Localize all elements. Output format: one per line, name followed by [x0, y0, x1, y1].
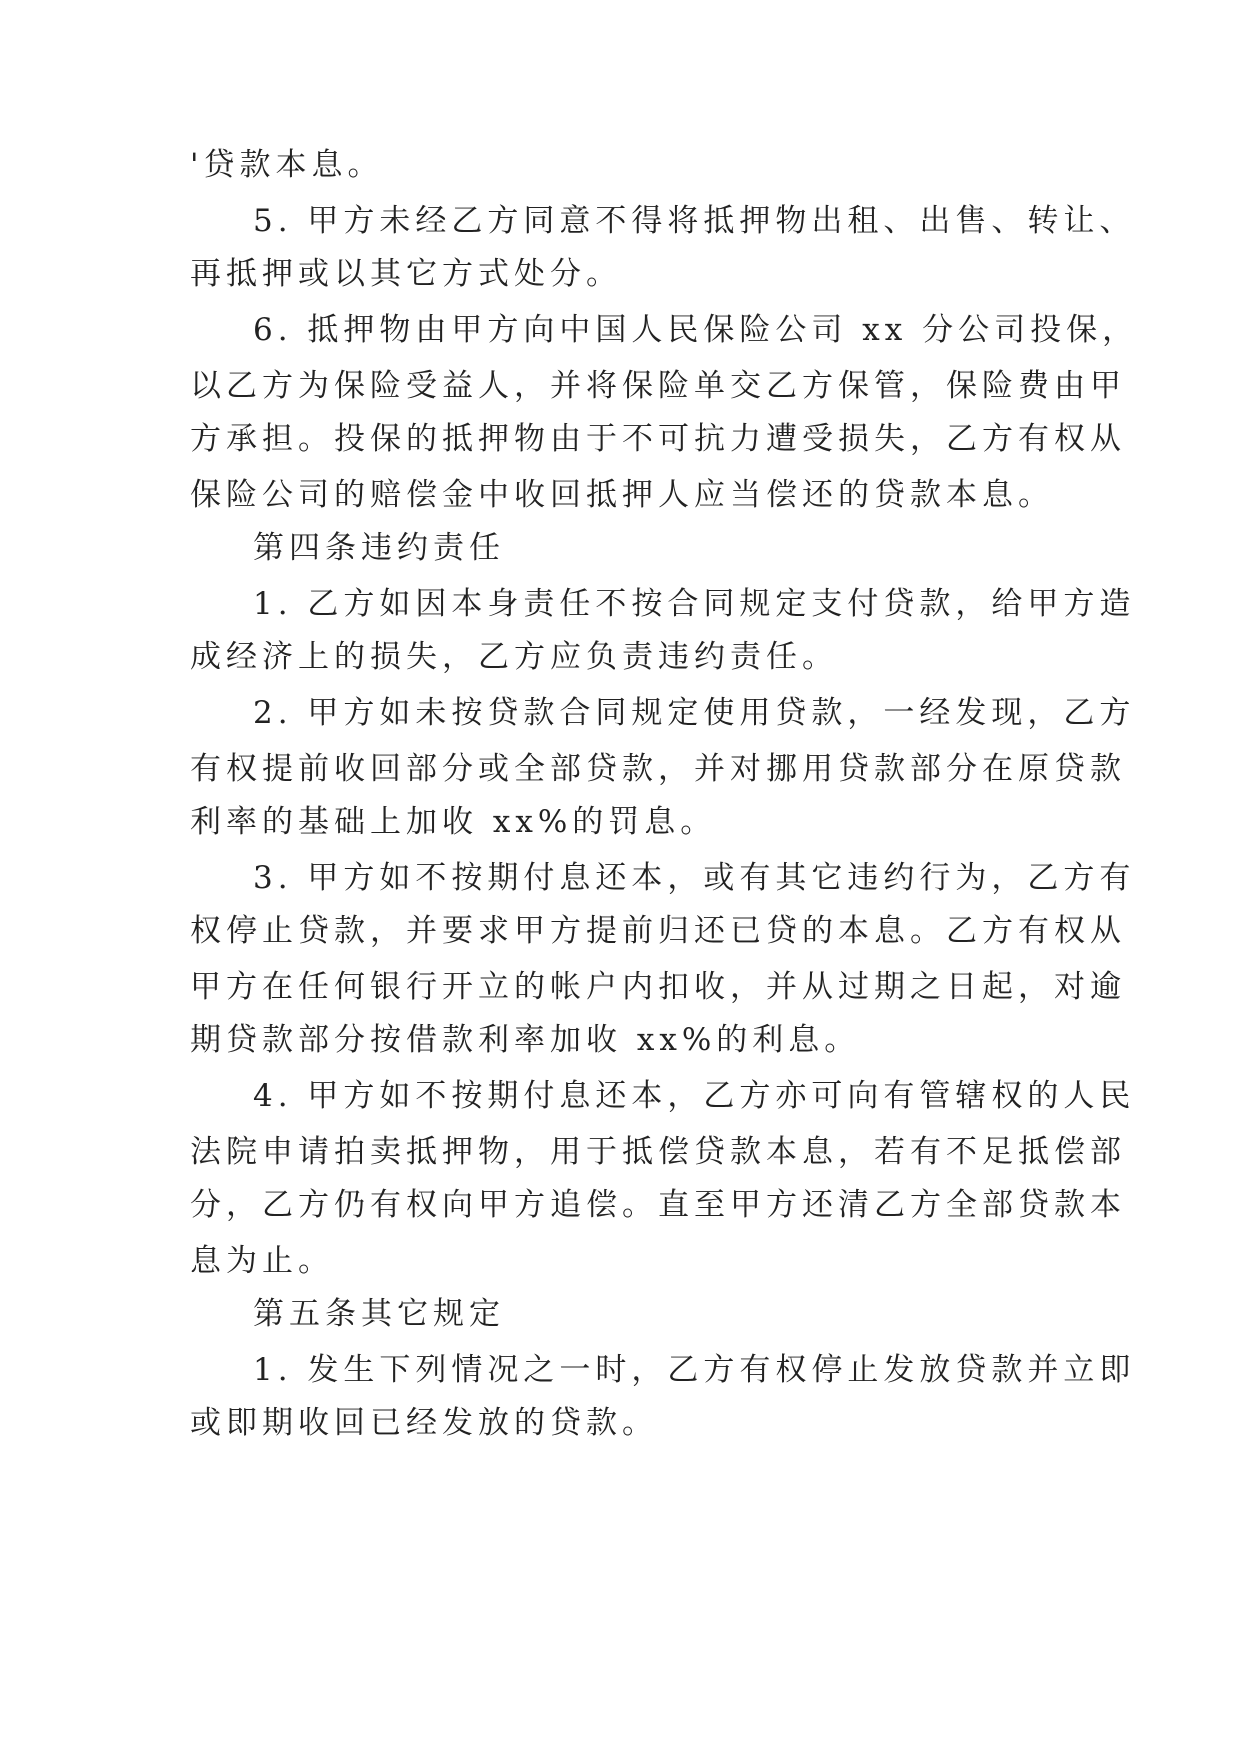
- clause-3-line: 3. 甲方如不按期付息还本，或有其它违约行为，乙方有: [253, 860, 1136, 896]
- text-line: 甲方在任何银行开立的帐户内扣收，并从过期之日起，对逾: [190, 969, 1126, 1005]
- text-line: 成经济上的损失，乙方应负责违约责任。: [190, 639, 838, 675]
- text-line: 法院申请拍卖抵押物，用于抵偿贷款本息，若有不足抵偿部: [190, 1134, 1126, 1170]
- text-line: 期贷款部分按借款利率加收 xx%的利息。: [190, 1022, 861, 1058]
- clause-2-line: 2. 甲方如未按贷款合同规定使用贷款，一经发现，乙方: [253, 695, 1136, 731]
- text-line: 方承担。投保的抵押物由于不可抗力遭受损失，乙方有权从: [190, 421, 1126, 457]
- clause-1-line: 1. 发生下列情况之一时，乙方有权停止发放贷款并立即: [253, 1352, 1136, 1388]
- text-line: 分，乙方仍有权向甲方追偿。直至甲方还清乙方全部贷款本: [190, 1187, 1126, 1223]
- clause-1-line: 1. 乙方如因本身责任不按合同规定支付贷款，给甲方造: [253, 586, 1136, 622]
- article-4-heading: 第四条违约责任: [253, 530, 505, 566]
- text-line: '贷款本息。: [190, 147, 384, 183]
- text-line: 有权提前收回部分或全部贷款，并对挪用贷款部分在原贷款: [190, 751, 1126, 787]
- clause-4-line: 4. 甲方如不按期付息还本，乙方亦可向有管辖权的人民: [253, 1078, 1136, 1114]
- clause-6-line: 6. 抵押物由甲方向中国人民保险公司 xx 分公司投保，: [253, 312, 1139, 348]
- text-line: 保险公司的赔偿金中收回抵押人应当偿还的贷款本息。: [190, 477, 1054, 513]
- text-line: 权停止贷款，并要求甲方提前归还已贷的本息。乙方有权从: [190, 913, 1126, 949]
- text-line: 利率的基础上加收 xx%的罚息。: [190, 804, 717, 840]
- text-line: 或即期收回已经发放的贷款。: [190, 1405, 658, 1441]
- article-5-heading: 第五条其它规定: [253, 1296, 505, 1332]
- text-line: 以乙方为保险受益人，并将保险单交乙方保管，保险费由甲: [190, 368, 1126, 404]
- text-line: 息为止。: [190, 1243, 334, 1279]
- clause-5-line: 5. 甲方未经乙方同意不得将抵押物出租、出售、转让、: [253, 203, 1136, 239]
- text-line: 再抵押或以其它方式处分。: [190, 256, 622, 292]
